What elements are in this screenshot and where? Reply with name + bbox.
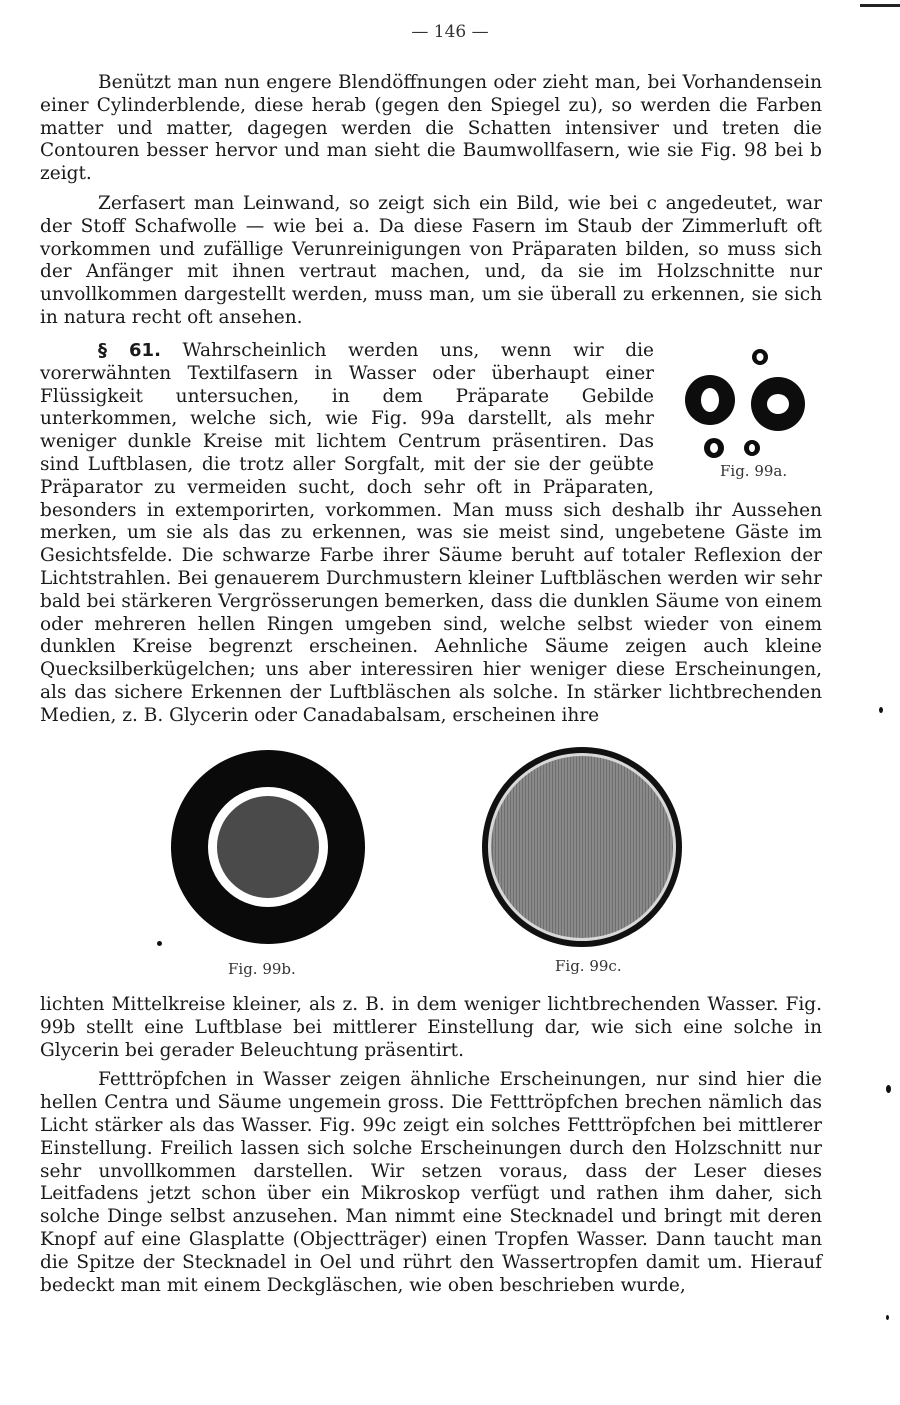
text-block-bottom: [40, 994, 822, 1304]
figure-99a-caption: Fig. 99a.: [720, 462, 788, 480]
margin-mark: [886, 1315, 889, 1320]
figures-row: [0, 745, 900, 985]
section-number: § 61.: [98, 340, 161, 361]
paragraph-fetttroepfchen: Fetttröpfchen in Wasser zeigen ähnliche Erscheinungen, nur sind hier die hellen Centra und Säume ungemein gross. Die Fetttröpfchen brechen nämlich das Licht stärker als das Wasser. Fig. 99c zeigt ein solches Fetttröpfchen bei mittlerer Einstellung. Freilich lassen sich solche Erscheinungen durch den Holzschnitt nur sehr unvollkommen darstellen. Wir setzen voraus, dass der Leser dieses Leitfadens jetzt schon über ein Mikroskop verfügt und rathen ihm daher, sich solche Dinge selbst anzusehen. Man nimmt eine Stecknadel und bringt mit deren Knopf auf eine Glasplatte (Objectträger) einen Tropfen Wasser. Dann taucht man die Spitze der Stecknadel in Oel und rührt den Wassertropfen damit um. Hierauf bedeckt man mit einem Deckgläschen, wie oben beschrieben wurde,: [40, 1069, 822, 1296]
figure-99a: [672, 344, 822, 480]
text-block-section-61: [40, 340, 822, 735]
air-bubble-center: [217, 796, 319, 898]
figure-99c-caption: Fig. 99c.: [555, 957, 622, 975]
page-number: — 146 —: [411, 22, 489, 42]
text-block-top: [40, 72, 822, 337]
figure-99b: [168, 747, 368, 947]
figure-99c: [480, 745, 685, 950]
paragraph-section-61-text: Wahrscheinlich werden uns, wenn wir die vorerwähnten Textilfasern in Wasser oder überhaupt einer Flüssigkeit untersuchen, in dem Präparate Gebilde unterkommen, welche sich, wie Fig. 99a darstellt, als mehr weniger dunkle Kreise mit lichtem Centrum präsentiren. Das sind Luftblasen, die trotz aller Sorgfalt, mit der sie der geübte Präparator zu vermeiden sucht, doch sehr oft in Präparaten, besonders in extemporirten, vorkommen. Man muss sich deshalb ihr Aussehen merken, um sie als das zu erkennen, was sie meist sind, ungebetene Gäste im Gesichtsfelde. Die schwarze Farbe ihrer Säume beruht auf totaler Reflexion der Lichtstrahlen. Bei genauerem Durchmustern kleiner Luftbläschen werden wir sehr bald bei stärkeren Vergrösserungen bemerken, dass die dunklen Säume von einem oder mehreren hellen Ringen umgeben sind, welche selbst wieder von einem dunklen Kreise begrenzt erscheinen. Aehnliche Säume zeigen auch kleine Quecksilberkügelchen; uns aber interessiren hier weniger diese Erscheinungen, als das sichere Erkennen der Luftbläschen als solche. In stärker lichtbrechenden Medien, z. B. Glycerin oder Canadabalsam, erscheinen ihre: [40, 340, 822, 726]
paragraph-blendoeffnungen: Benützt man nun engere Blendöffnungen oder zieht man, bei Vorhandensein einer Cylinderblende, diese herab (gegen den Spiegel zu), so werden die Farben matter und matter, dagegen werden die Schatten intensiver und treten die Contouren besser hervor und man sieht die Baumwollfasern, wie sie Fig. 98 bei b zeigt.: [40, 72, 822, 185]
margin-mark: [879, 707, 883, 713]
figure-99b-caption: Fig. 99b.: [228, 960, 296, 978]
paragraph-glycerin: lichten Mittelkreise kleiner, als z. B. in dem weniger lichtbrechenden Wasser. Fig. 99b stellt eine Luftblase bei mittlerer Einstellung dar, wie sich eine solche in Glycerin bei gerader Beleuchtung präsentirt.: [40, 994, 822, 1061]
scan-edge-mark: [860, 4, 900, 7]
fat-droplet-center: [491, 756, 673, 938]
margin-mark: [886, 1085, 891, 1093]
ink-dot: [157, 941, 162, 946]
paragraph-leinwand: Zerfasert man Leinwand, so zeigt sich ein Bild, wie bei c angedeutet, war der Stoff Schafwolle — wie bei a. Da diese Fasern im Staub der Zimmerluft oft vorkommen und zufällige Verunreinigungen von Präparaten bilden, so muss sich der Anfänger mit ihnen vertraut machen, und, da sie im Holzschnitte nur unvollkommen dargestellt werden, muss man, um sie überall zu erkennen, sie sich in natura recht oft ansehen.: [40, 192, 822, 328]
air-bubbles-illustration: [672, 344, 822, 464]
